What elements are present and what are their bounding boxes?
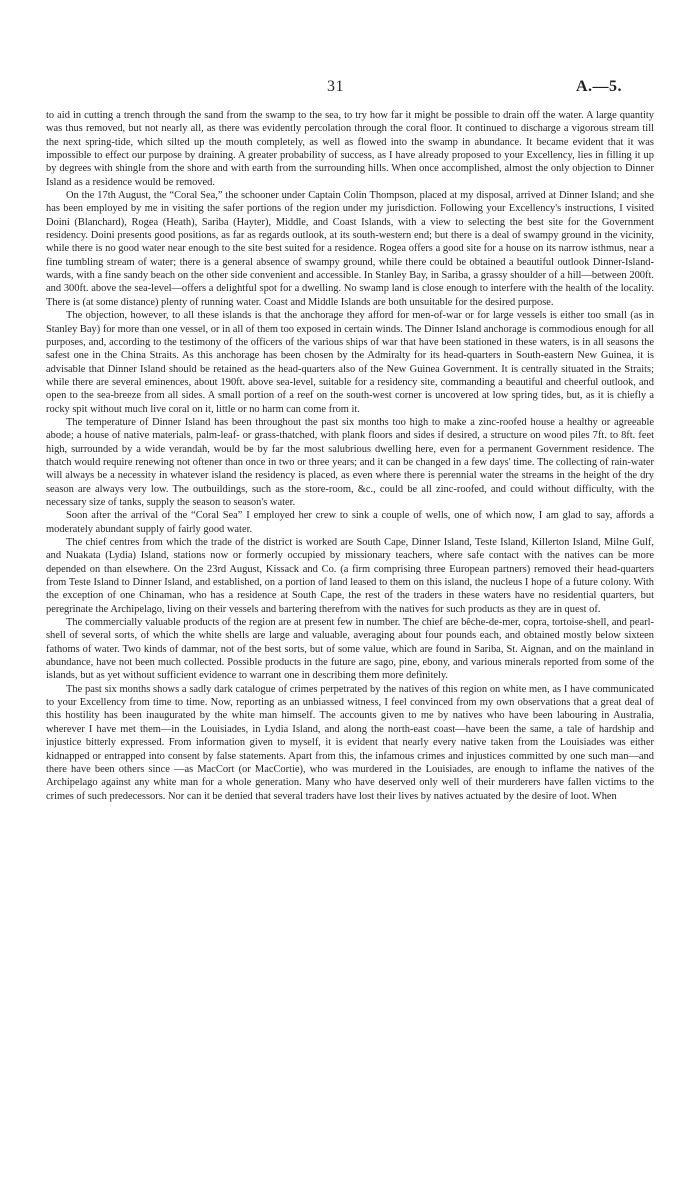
document-reference: A.—5. bbox=[575, 78, 622, 95]
paragraph: The temperature of Dinner Island has been throughout the past six months too high to make a zinc-roofed house a healthy or agreeable abode; a house of native materials, palm-leaf- or grass-thatched, with plank floors and sides if desired, a structure on wood piles 7ft. to 8ft. feet high, surrounded by a wide verandah, would be by far the most salubrious dwelling here, even for a permanent Government residence. The thatch would require renewing not oftener than once in two or three years; and it can be changed in a few days' time. The collecting of rain-water will always be a necessity in whatever island the residency is placed, as even where there is perennial water the streams in the height of the dry season are always very low. The outbuildings, such as the store-room, &c., could be all zinc-roofed, and could without difficulty, with the necessary size of tanks, supply the season to season's water. bbox=[46, 416, 654, 508]
page-number: 31 bbox=[327, 78, 344, 95]
paragraph: Soon after the arrival of the “Coral Sea” I employed her crew to sink a couple of wells, one of which now, I am glad to say, affords a moderately abundant supply of fairly good water. bbox=[46, 510, 654, 535]
paragraph: The commercially valuable products of the region are at present few in number. The chief are bêche-de-mer, copra, tortoise-shell, and pearl-shell of several sorts, of which the white shells are large and valuable, averaging about four pounds each, and obtained mostly below sixteen fathoms of water. Two kinds of dammar, not of the best sorts, but of some value, which are found in Sariba, St. Aignan, and on the mainland in abundance, have not been much collected. Possible products in the future are sago, pine, ebony, and various minerals reported from some of the islands, but as yet without sufficient evidence to warrant one in describing them more definitely. bbox=[46, 617, 654, 682]
paragraph: The past six months shows a sadly dark catalogue of crimes perpetrated by the natives of this region on white men, as I have communicated to your Excellency from time to time. Now, reporting as an unbiassed witness, I feel convinced from my own observations that a great deal of this hostility has been inaugurated by the white man himself. The accounts given to me by natives who have been labouring in Australia, wherever I have met them—in the Louisiades, in Lydia Island, and along the north-east coast—have been the same, a tale of hardship and injustice bitterly expressed. From information given to myself, it is evident that nearly every native taken from the Louisiades was either kidnapped or entrapped into consent by false statements. Apart from this, the infamous crimes and injustices committed by one such man—and there have been others since —as MacCort (or MacCortie), who was murdered in the Louisiades, are enough to inflame the natives of the Archipelago against any white man for a whole generation. Many who have deserved only well of their murderers have fallen victims to the crimes of such predecessors. Nor can it be denied that several traders have lost their lives by natives actuated by the desire of loot. When bbox=[46, 683, 654, 802]
paragraph: to aid in cutting a trench through the sand from the swamp to the sea, to try how far it might be possible to drain off the water. A large quantity was thus removed, but not nearly all, as there was evidently percolation through the coral floor. It continued to discharge a vigorous stream till the next spring-tide, which silted up the mouth completely, as well as flowed into the swamp in abundance. It became evident that it was impossible to effect our purpose by draining. A greater probability of success, as I have already proposed to your Excellency, lies in filling it up by degrees with shingle from the shore and with earth from the surrounding hills. When once accomplished, almost the only objection to Dinner Island as a residence would be removed. bbox=[46, 110, 654, 188]
body-text bbox=[46, 109, 654, 803]
paragraph: The chief centres from which the trade of the district is worked are South Cape, Dinner Island, Teste Island, Killerton Island, Milne Gulf, and Nuakata (Lydia) Island, stations now or formerly occupied by missionary teachers, where safe contact with the natives can be more depended on than elsewhere. On the 23rd August, Kissack and Co. (a firm comprising three European partners) removed their head-quarters from Teste Island to Dinner Island, and established, on a portion of land leased to them on this island, the nucleus I hope of a future colony. With the exception of one Chinaman, who has a residence at South Cape, the rest of the traders in these waters have no residential quarters, but peregrinate the Archipelago, living on their vessels and bartering therefrom with the natives for such products as they are in quest of. bbox=[46, 537, 654, 615]
paragraph: On the 17th August, the “Coral Sea,” the schooner under Captain Colin Thompson, placed at my disposal, arrived at Dinner Island; and she has been employed by me in visiting the safer portions of the region under my jurisdiction. Following your Excellency's instructions, I visited Doini (Blanchard), Rogea (Heath), Sariba (Hayter), Middle, and Coast Islands, with a view to selecting the best site for the Government residency. Doini presents good positions, as far as regards outlook, at its south-western end; but there is a deal of swampy ground in the vicinity, while there is no good water near enough to the site best suited for a residence. Rogea offers a good site for a house on its narrow isthmus, near a fine tumbling stream of water; there is a general absence of swampy ground, while there could be obtained a beautiful outlook Dinner-Island-wards, with a fine sandy beach on the other side convenient and accessible. In Stanley Bay, in Sariba, a grassy shoulder of a hill—between 200ft. and 300ft. above the sea-level—offers a delightful spot for a dwelling. No swamp land is close enough to interfere with the health of the locality. There is (at some distance) plenty of running water. Coast and Middle Islands are both unsuitable for the desired purpose. bbox=[46, 190, 654, 308]
paragraph: The objection, however, to all these islands is that the anchorage they afford for men-of-war or for large vessels is either too small (as in Stanley Bay) for more than one vessel, or in all of them too exposed in certain winds. The Dinner Island anchorage is commodious enough for all purposes, and, according to the testimony of the officers of the various ships of war that have been stationed in these waters, is in all seasons the safest one in the China Straits. As this anchorage has been chosen by the Admiralty for its head-quarters in South-eastern New Guinea, it is advisable that Dinner Island should be retained as the head-quarters also of the New Guinea Government. It is centrally situated in the Straits; while there are several eminences, about 190ft. above sea-level, suitable for a residency site, commanding a beautiful and cheerful outlook, and open to the sea-breeze from all sides. A small portion of a reef on the south-west corner is uncovered at low spring tides, but, as it is chiefly a rocky spit without much live coral on it, little or no harm can come from it. bbox=[46, 310, 654, 415]
page-header bbox=[0, 78, 700, 100]
